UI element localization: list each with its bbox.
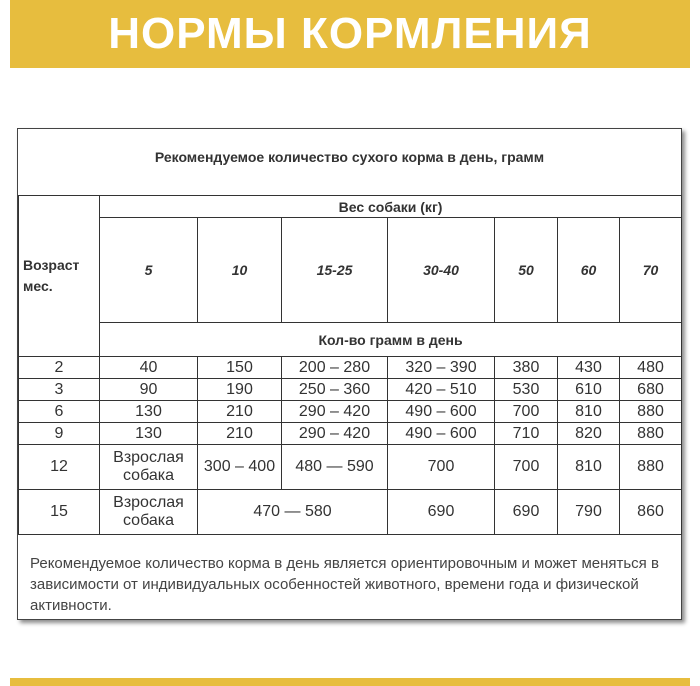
table-cell: 700	[388, 445, 495, 490]
table-cell: 690	[495, 490, 558, 535]
table-cell: 40	[100, 357, 198, 379]
table-row	[19, 401, 682, 423]
table-cell: 210	[198, 401, 282, 423]
table-cell: 290 – 420	[282, 423, 388, 445]
age-cell: 15	[19, 490, 100, 535]
table-cell: 710	[495, 423, 558, 445]
table-cell: 490 – 600	[388, 423, 495, 445]
age-cell: 3	[19, 379, 100, 401]
table-row	[19, 357, 682, 379]
table-cell: 150	[198, 357, 282, 379]
table-title: Рекомендуемое количество сухого корма в день, грамм	[154, 149, 545, 165]
table-cell: 880	[620, 445, 682, 490]
table-cell: 680	[620, 379, 682, 401]
table-cell: 690	[388, 490, 495, 535]
table-cell: 610	[558, 379, 620, 401]
table-cell: 210	[198, 423, 282, 445]
age-cell: 6	[19, 401, 100, 423]
weight-header: Вес собаки (кг)	[100, 196, 682, 218]
table-cell: 860	[620, 490, 682, 535]
table-cell: 470 — 580	[198, 490, 388, 535]
table-cell: 130	[100, 423, 198, 445]
table-cell: 700	[495, 445, 558, 490]
feeding-note: Рекомендуемое количество корма в день является ориентировочным и может меняться в зависимости от индивидуальных особенностей животного, времени года и физической активности.	[30, 555, 659, 614]
table-cell: 430	[558, 357, 620, 379]
weight-col-60: 60	[558, 218, 620, 323]
weight-col-15-25: 15-25	[282, 218, 388, 323]
table-row	[19, 423, 682, 445]
table-cell: 420 – 510	[388, 379, 495, 401]
table-cell: 250 – 360	[282, 379, 388, 401]
table-row	[19, 490, 682, 535]
age-cell: 2	[19, 357, 100, 379]
age-cell: 9	[19, 423, 100, 445]
table-cell: 790	[558, 490, 620, 535]
table-cell: 700	[495, 401, 558, 423]
weight-col-70: 70	[620, 218, 682, 323]
feeding-table	[18, 195, 682, 535]
grams-header: Кол-во грамм в день	[100, 323, 682, 357]
adult-dog-cell: Взрослая собака	[100, 490, 198, 535]
banner-title: НОРМЫ КОРМЛЕНИЯ	[108, 9, 592, 58]
table-cell: 810	[558, 401, 620, 423]
table-cell: 90	[100, 379, 198, 401]
table-cell: 480 — 590	[282, 445, 388, 490]
table-cell: 190	[198, 379, 282, 401]
feeding-table-card	[17, 128, 682, 620]
table-cell: 810	[558, 445, 620, 490]
table-cell: 480	[620, 357, 682, 379]
table-row	[19, 445, 682, 490]
table-cell: 880	[620, 401, 682, 423]
age-column-header: Возраст мес.	[19, 196, 100, 357]
weight-col-30-40: 30-40	[388, 218, 495, 323]
adult-dog-cell: Взрослая собака	[100, 445, 198, 490]
table-cell: 290 – 420	[282, 401, 388, 423]
weight-col-5: 5	[100, 218, 198, 323]
page-banner	[10, 0, 690, 68]
age-cell: 12	[19, 445, 100, 490]
table-cell: 820	[558, 423, 620, 445]
table-cell: 200 – 280	[282, 357, 388, 379]
table-row	[19, 379, 682, 401]
weight-col-50: 50	[495, 218, 558, 323]
weight-col-10: 10	[198, 218, 282, 323]
table-cell: 880	[620, 423, 682, 445]
bottom-bar	[10, 678, 690, 686]
table-cell: 300 – 400	[198, 445, 282, 490]
table-cell: 320 – 390	[388, 357, 495, 379]
table-cell: 130	[100, 401, 198, 423]
table-cell: 490 – 600	[388, 401, 495, 423]
table-cell: 380	[495, 357, 558, 379]
table-cell: 530	[495, 379, 558, 401]
